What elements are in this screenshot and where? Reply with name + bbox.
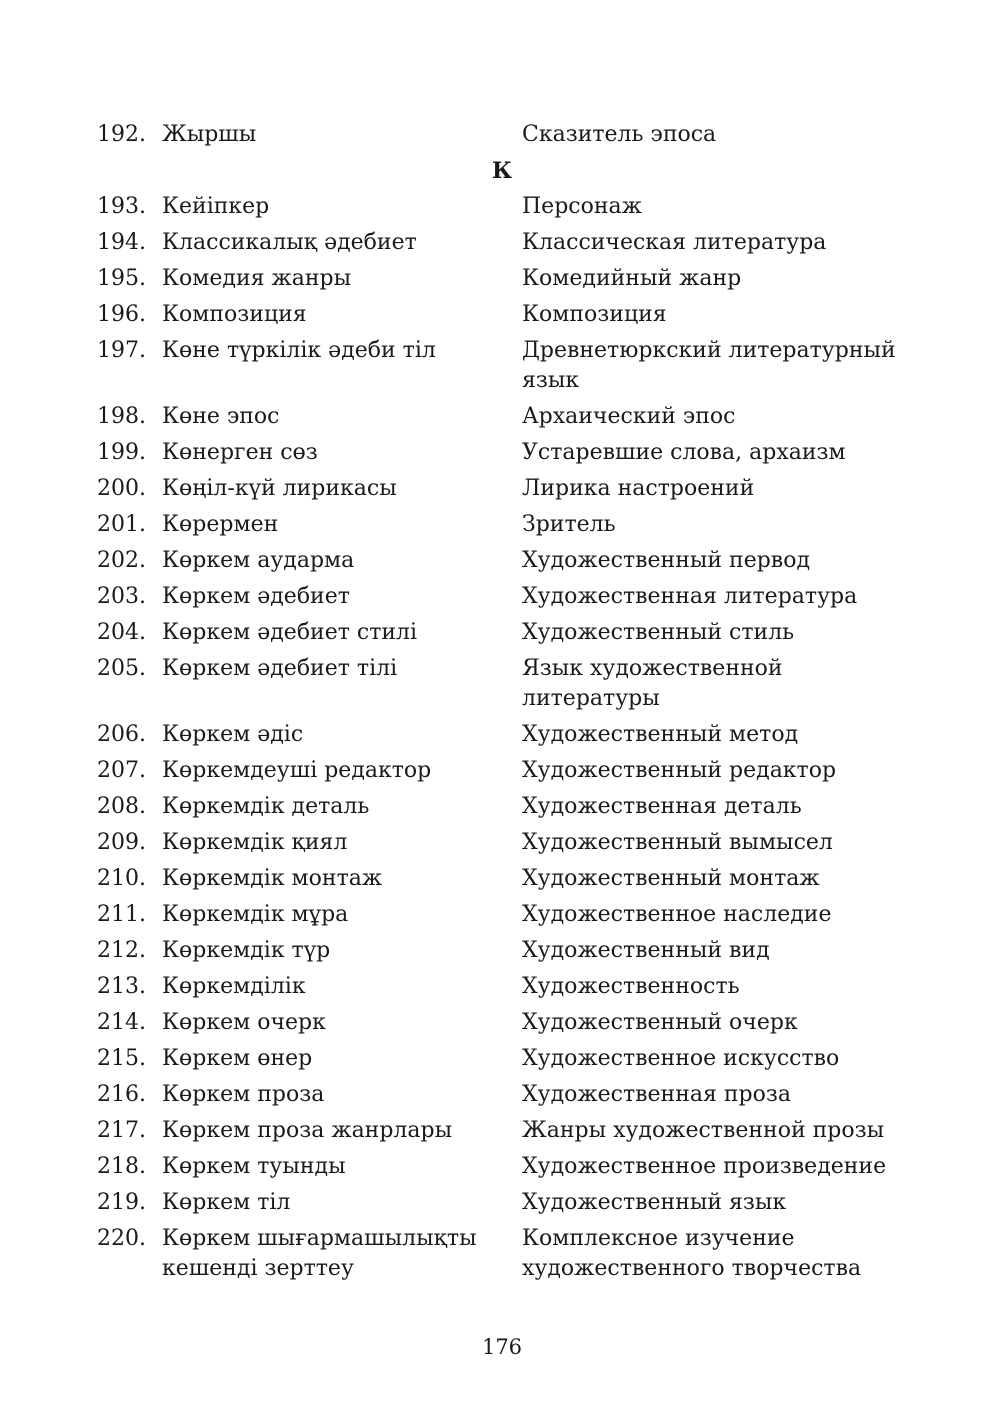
entry-number: 199. — [97, 440, 146, 465]
glossary-row — [97, 1080, 917, 1110]
kazakh-term: Көңіл-күй лирикасы — [162, 476, 397, 501]
page-number: 176 — [481, 1335, 523, 1359]
kazakh-term: Көркем әдіс — [162, 722, 304, 747]
russian-term: Сказитель эпоса — [522, 122, 717, 147]
kazakh-term: Көркем проза жанрлары — [162, 1118, 453, 1143]
kazakh-term: Көркем өнер — [162, 1046, 313, 1071]
entry-number: 213. — [97, 974, 146, 999]
entry-number: 194. — [97, 230, 146, 255]
glossary-rows-before — [97, 120, 917, 150]
russian-term: Архаический эпос — [522, 404, 736, 429]
kazakh-term: Көркем әдебиет тілі — [162, 656, 398, 681]
russian-term: Художественное наследие — [522, 902, 832, 927]
kazakh-term: Комедия жанры — [162, 266, 352, 291]
russian-term: Зритель — [522, 512, 616, 537]
entry-number: 202. — [97, 548, 146, 573]
glossary-row — [97, 864, 917, 894]
russian-term: Древнетюркский литературный язык — [522, 338, 896, 393]
entry-number: 217. — [97, 1118, 146, 1143]
glossary-rows — [97, 192, 917, 1284]
kazakh-term: Жыршы — [162, 122, 257, 147]
glossary-row — [97, 300, 917, 330]
entry-number: 192. — [97, 122, 146, 147]
kazakh-term: Көркем аударма — [162, 548, 355, 573]
kazakh-term: Көркем әдебиет — [162, 584, 350, 609]
entry-number: 200. — [97, 476, 146, 501]
kazakh-term: Көркем очерк — [162, 1010, 326, 1035]
glossary-row — [97, 792, 917, 822]
glossary-row — [97, 474, 917, 504]
russian-term: Художественный вид — [522, 938, 770, 963]
entry-number: 196. — [97, 302, 146, 327]
entry-number: 210. — [97, 866, 146, 891]
kazakh-term: Көркем проза — [162, 1082, 325, 1107]
entry-number: 198. — [97, 404, 146, 429]
kazakh-term: Көркем тіл — [162, 1190, 291, 1215]
russian-term: Художественный вымысел — [522, 830, 833, 855]
russian-term: Лирика настроений — [522, 476, 755, 501]
glossary-row — [97, 720, 917, 750]
glossary-row — [97, 438, 917, 468]
glossary-row — [97, 1044, 917, 1074]
russian-term: Композиция — [522, 302, 667, 327]
glossary-row — [97, 510, 917, 540]
glossary-row — [97, 900, 917, 930]
glossary-row — [97, 972, 917, 1002]
glossary-row — [97, 192, 917, 222]
kazakh-term: Көркемдеуші редактор — [162, 758, 432, 783]
glossary-row — [97, 618, 917, 648]
entry-number: 195. — [97, 266, 146, 291]
entry-number: 205. — [97, 656, 146, 681]
russian-term: Художественный очерк — [522, 1010, 798, 1035]
glossary-row — [97, 546, 917, 576]
russian-term: Художественная литература — [522, 584, 858, 609]
entry-number: 201. — [97, 512, 146, 537]
kazakh-term: Классикалық әдебиет — [162, 230, 417, 255]
russian-term: Художественный стиль — [522, 620, 795, 645]
glossary-row — [97, 264, 917, 294]
kazakh-term: Көркемділік — [162, 974, 306, 999]
russian-term: Персонаж — [522, 194, 642, 219]
glossary-row — [97, 936, 917, 966]
glossary-row — [97, 1188, 917, 1218]
entry-number: 220. — [97, 1226, 146, 1251]
glossary-row — [97, 1008, 917, 1038]
entry-number: 211. — [97, 902, 146, 927]
kazakh-term: Көркемдік түр — [162, 938, 331, 963]
kazakh-term: Кейіпкер — [162, 194, 270, 219]
glossary-row — [97, 1152, 917, 1182]
russian-term: Художественный язык — [522, 1190, 787, 1215]
russian-term: Художественное искусство — [522, 1046, 840, 1071]
kazakh-term: Көркемдік қиял — [162, 830, 348, 855]
section-letter-heading: К — [491, 158, 512, 184]
kazakh-term: Көне түркілік әдеби тіл — [162, 338, 436, 363]
entry-number: 214. — [97, 1010, 146, 1035]
glossary-row — [97, 1116, 917, 1146]
glossary-row — [97, 336, 917, 396]
entry-number: 197. — [97, 338, 146, 363]
kazakh-term: Көркемдік мұра — [162, 902, 349, 927]
russian-term: Художественный первод — [522, 548, 810, 573]
entry-number: 193. — [97, 194, 146, 219]
glossary-row — [97, 828, 917, 858]
entry-number: 218. — [97, 1154, 146, 1179]
russian-term: Художественный монтаж — [522, 866, 820, 891]
glossary-row — [97, 756, 917, 786]
glossary-table — [97, 120, 917, 1290]
entry-number: 209. — [97, 830, 146, 855]
entry-number: 206. — [97, 722, 146, 747]
russian-term: Художественный редактор — [522, 758, 837, 783]
russian-term: Язык художественной литературы — [522, 656, 783, 711]
entry-number: 204. — [97, 620, 146, 645]
entry-number: 212. — [97, 938, 146, 963]
kazakh-term: Көркем шығармашылықты кешенді зерттеу — [162, 1226, 477, 1281]
glossary-row — [97, 120, 917, 150]
entry-number: 219. — [97, 1190, 146, 1215]
kazakh-term: Көне эпос — [162, 404, 280, 429]
glossary-row — [97, 402, 917, 432]
entry-number: 203. — [97, 584, 146, 609]
kazakh-term: Көркем әдебиет стилі — [162, 620, 418, 645]
entry-number: 215. — [97, 1046, 146, 1071]
kazakh-term: Көркем туынды — [162, 1154, 346, 1179]
entry-number: 208. — [97, 794, 146, 819]
russian-term: Комплексное изучение художественного творчества — [522, 1226, 862, 1281]
glossary-row — [97, 1224, 917, 1284]
glossary-row — [97, 582, 917, 612]
glossary-row — [97, 228, 917, 258]
russian-term: Комедийный жанр — [522, 266, 742, 291]
russian-term: Художественность — [522, 974, 740, 999]
russian-term: Художественная деталь — [522, 794, 802, 819]
entry-number: 207. — [97, 758, 146, 783]
russian-term: Устаревшие слова, архаизм — [522, 440, 846, 465]
russian-term: Художественный метод — [522, 722, 799, 747]
kazakh-term: Көркемдік деталь — [162, 794, 370, 819]
kazakh-term: Көрермен — [162, 512, 279, 537]
glossary-row — [97, 654, 917, 714]
russian-term: Художественная проза — [522, 1082, 791, 1107]
entry-number: 216. — [97, 1082, 146, 1107]
russian-term: Классическая литература — [522, 230, 827, 255]
kazakh-term: Көркемдік монтаж — [162, 866, 383, 891]
russian-term: Жанры художественной прозы — [522, 1118, 885, 1143]
russian-term: Художественное произведение — [522, 1154, 887, 1179]
kazakh-term: Композиция — [162, 302, 307, 327]
kazakh-term: Көнерген сөз — [162, 440, 318, 465]
